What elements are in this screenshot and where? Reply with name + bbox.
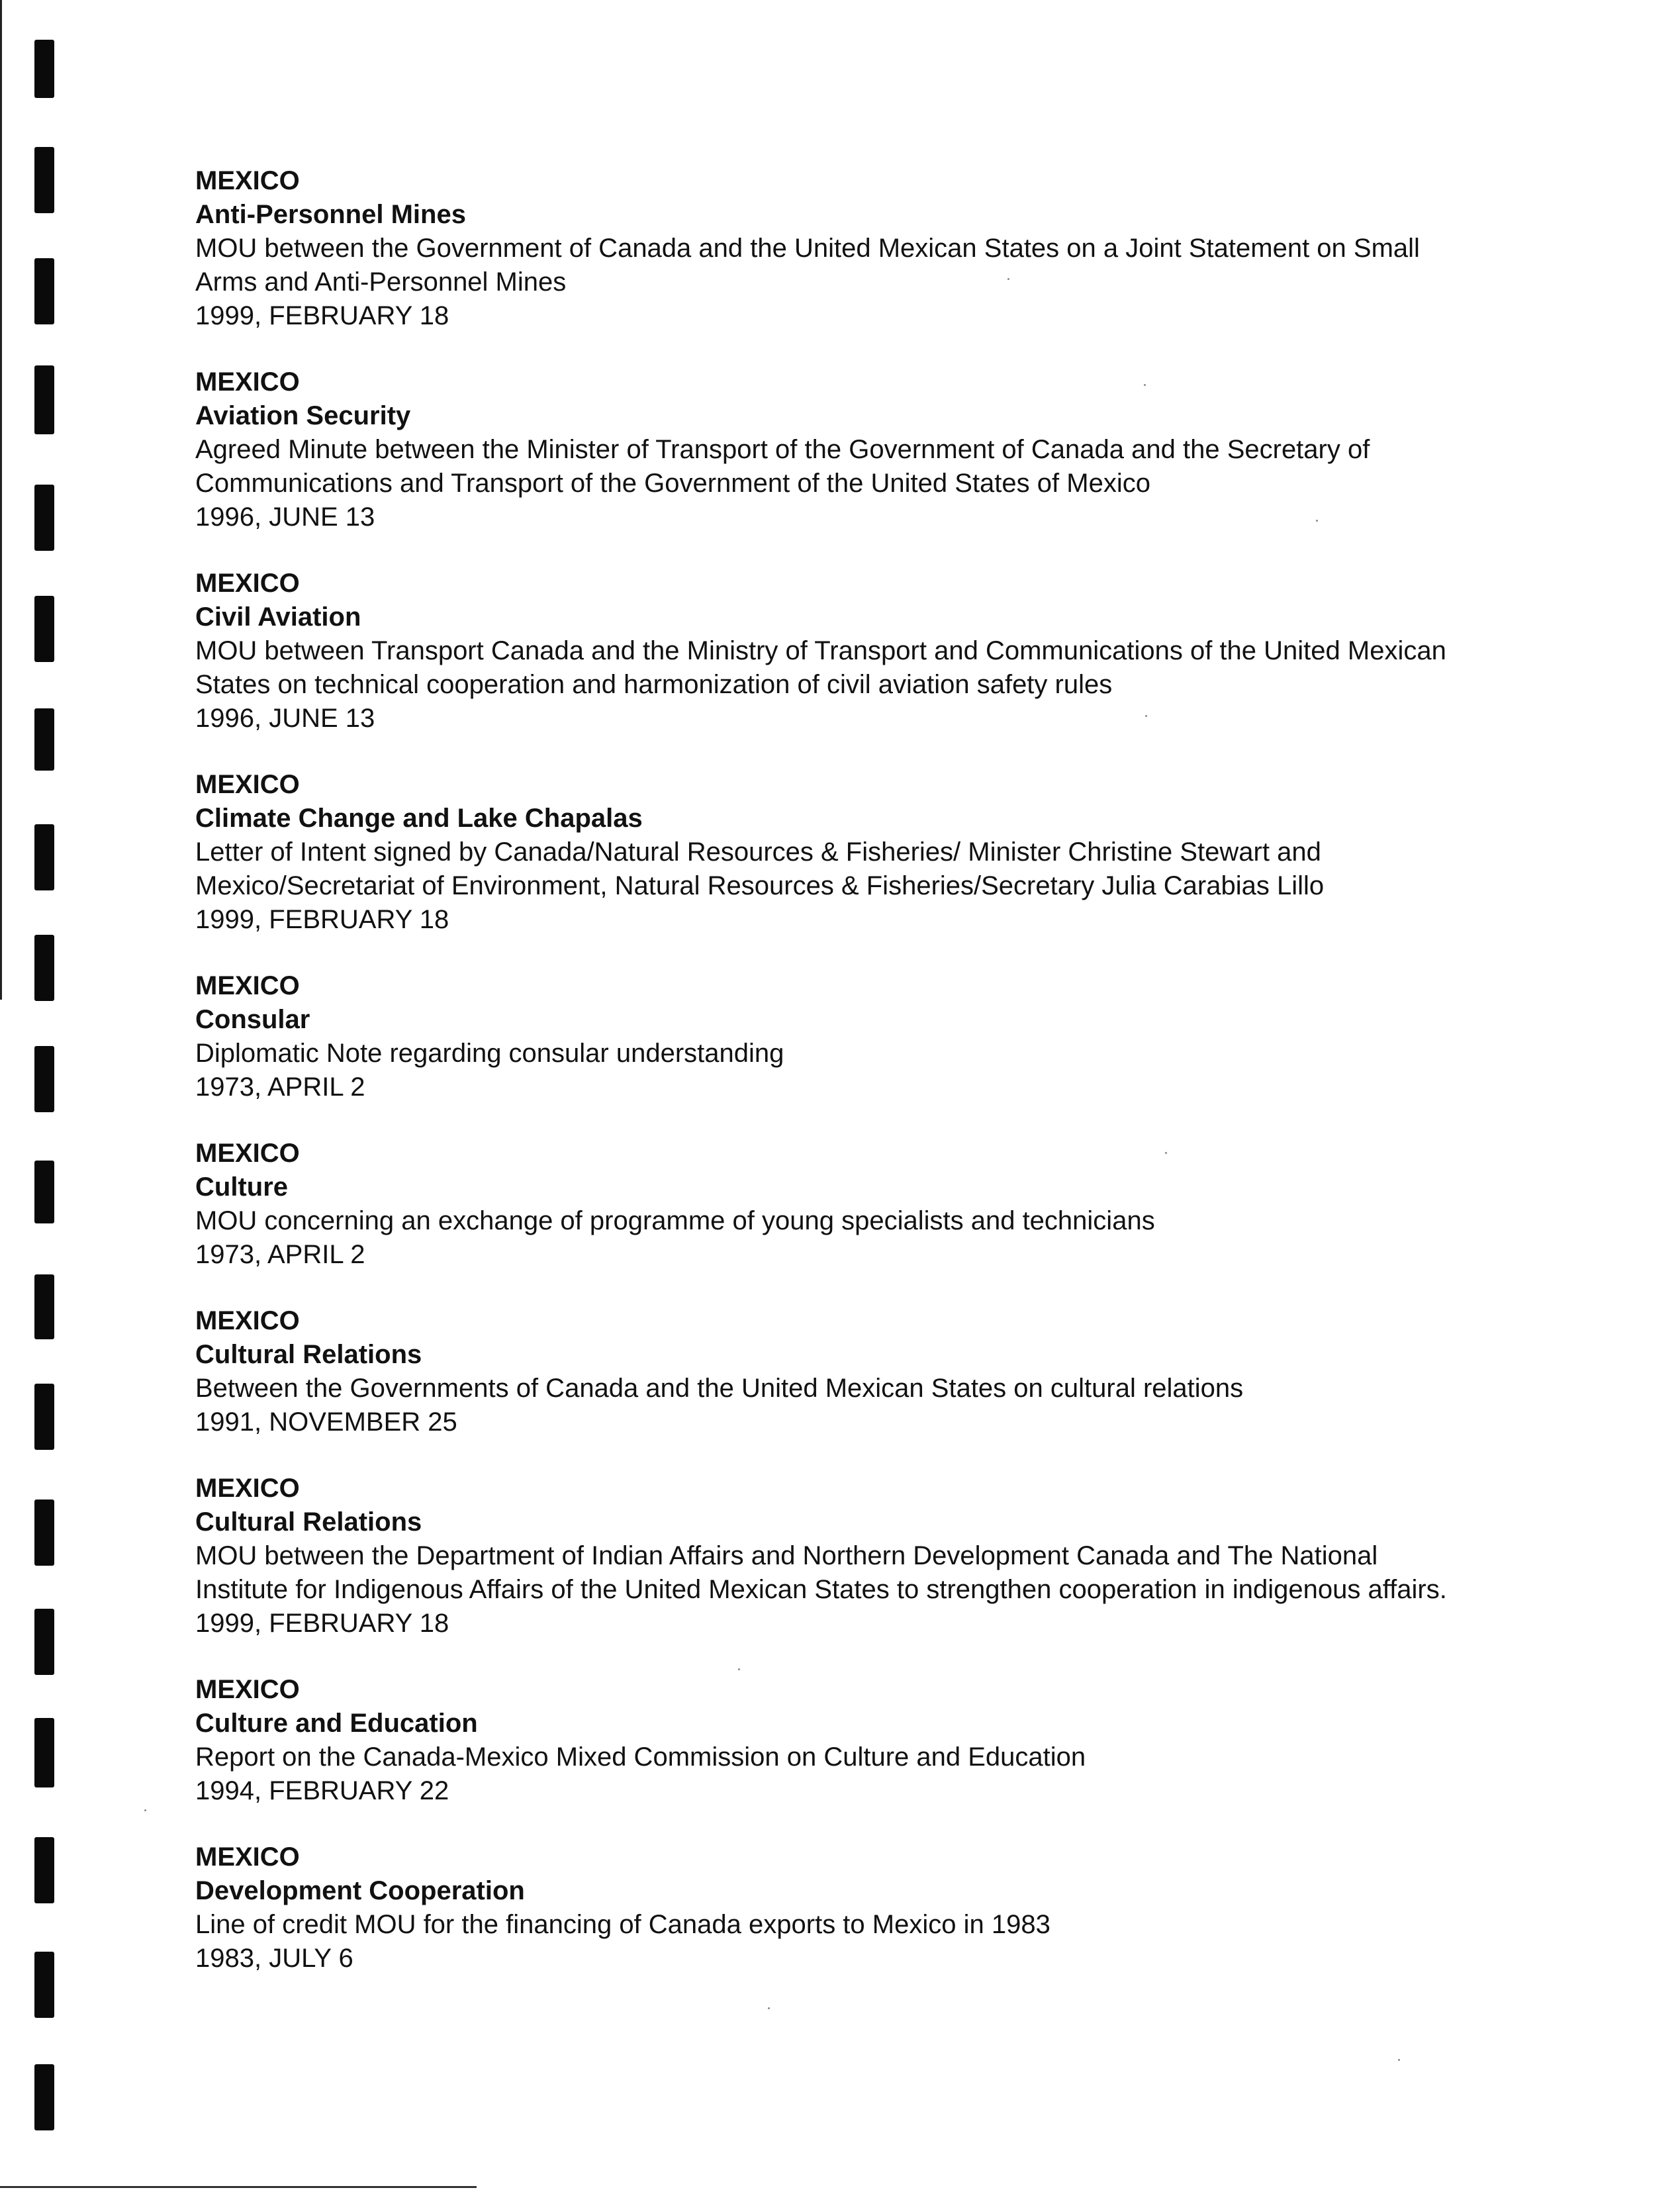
binder-mark xyxy=(34,147,54,213)
treaty-entry xyxy=(195,567,1519,736)
entry-subject: Anti-Personnel Mines xyxy=(195,200,466,229)
treaty-entry xyxy=(195,1137,1519,1272)
entry-description-line: MOU concerning an exchange of programme of young specialists and technicians xyxy=(195,1206,1155,1235)
entry-date: 1996, JUNE 13 xyxy=(195,502,375,532)
entry-subject: Climate Change and Lake Chapalas xyxy=(195,804,643,833)
binder-mark xyxy=(34,485,54,551)
entry-subject: Civil Aviation xyxy=(195,602,361,632)
binder-mark xyxy=(34,2064,54,2130)
treaty-entry xyxy=(195,969,1519,1104)
entry-description-line: Mexico/Secretariat of Environment, Natural Resources & Fisheries/Secretary Julia Carabias Lillo xyxy=(195,871,1325,900)
entry-country: MEXICO xyxy=(195,367,300,397)
treaty-entry xyxy=(195,164,1519,333)
treaty-entry-list xyxy=(195,164,1519,2008)
entry-country: MEXICO xyxy=(195,1842,300,1872)
entry-description-line: Diplomatic Note regarding consular understanding xyxy=(195,1039,784,1068)
binder-mark xyxy=(34,1274,54,1339)
binder-mark xyxy=(34,1500,54,1566)
entry-country: MEXICO xyxy=(195,770,300,799)
entry-country: MEXICO xyxy=(195,1474,300,1503)
binder-mark xyxy=(34,1046,54,1112)
entry-date: 1999, FEBRUARY 18 xyxy=(195,905,449,934)
entry-country: MEXICO xyxy=(195,971,300,1000)
entry-country: MEXICO xyxy=(195,1139,300,1168)
entry-description-line: States on technical cooperation and harmonization of civil aviation safety rules xyxy=(195,670,1113,699)
entry-description-line: Communications and Transport of the Government of the United States of Mexico xyxy=(195,469,1150,498)
treaty-entry xyxy=(195,1472,1519,1641)
entry-description-line: Agreed Minute between the Minister of Transport of the Government of Canada and the Secretary of xyxy=(195,435,1370,464)
entry-description-line: MOU between the Department of Indian Affairs and Northern Development Canada and The National xyxy=(195,1541,1378,1570)
binder-mark xyxy=(34,596,54,662)
entry-description-line: Between the Governments of Canada and the United Mexican States on cultural relations xyxy=(195,1374,1244,1403)
treaty-entry xyxy=(195,1304,1519,1439)
treaty-entry xyxy=(195,365,1519,534)
entry-date: 1996, JUNE 13 xyxy=(195,704,375,733)
entry-subject: Consular xyxy=(195,1005,310,1034)
binder-mark xyxy=(34,365,54,434)
binder-mark xyxy=(34,258,54,324)
entry-date: 1991, NOVEMBER 25 xyxy=(195,1407,457,1437)
treaty-entry xyxy=(195,1673,1519,1808)
entry-description-line: Letter of Intent signed by Canada/Natural Resources & Fisheries/ Minister Christine Stewart and xyxy=(195,837,1321,867)
binder-mark xyxy=(34,1609,54,1675)
entry-country: MEXICO xyxy=(195,166,300,195)
binder-hole-marks xyxy=(0,0,79,2190)
entry-subject: Aviation Security xyxy=(195,401,411,430)
entry-description-line: MOU between Transport Canada and the Ministry of Transport and Communications of the United Mexican xyxy=(195,636,1446,665)
entry-description-line: Line of credit MOU for the financing of Canada exports to Mexico in 1983 xyxy=(195,1910,1050,1939)
binder-mark xyxy=(34,824,54,890)
treaty-entry xyxy=(195,768,1519,937)
entry-country: MEXICO xyxy=(195,1675,300,1704)
entry-description-line: Institute for Indigenous Affairs of the United Mexican States to strengthen cooperation in indigenous affairs. xyxy=(195,1575,1447,1604)
entry-country: MEXICO xyxy=(195,1306,300,1335)
entry-date: 1973, APRIL 2 xyxy=(195,1240,365,1269)
entry-date: 1983, JULY 6 xyxy=(195,1944,353,1973)
entry-subject: Cultural Relations xyxy=(195,1340,422,1369)
binder-mark xyxy=(34,708,54,771)
entry-description-line: MOU between the Government of Canada and the United Mexican States on a Joint Statement on Small xyxy=(195,234,1420,263)
entry-date: 1999, FEBRUARY 18 xyxy=(195,301,449,330)
entry-subject: Culture and Education xyxy=(195,1709,478,1738)
entry-subject: Cultural Relations xyxy=(195,1507,422,1537)
binder-mark xyxy=(34,1952,54,2018)
entry-subject: Development Cooperation xyxy=(195,1876,525,1905)
scan-speck xyxy=(1398,2059,1400,2061)
binder-mark xyxy=(34,1837,54,1903)
binder-mark xyxy=(34,1161,54,1223)
treaty-entry xyxy=(195,1840,1519,1976)
entry-subject: Culture xyxy=(195,1172,288,1202)
binder-mark xyxy=(34,40,54,98)
entry-date: 1999, FEBRUARY 18 xyxy=(195,1609,449,1638)
binder-mark xyxy=(34,1718,54,1787)
binder-mark xyxy=(34,935,54,1001)
entry-description-line: Report on the Canada-Mexico Mixed Commission on Culture and Education xyxy=(195,1742,1086,1772)
entry-date: 1973, APRIL 2 xyxy=(195,1072,365,1102)
binder-mark xyxy=(34,1384,54,1450)
entry-date: 1994, FEBRUARY 22 xyxy=(195,1776,449,1805)
scan-speck xyxy=(144,1809,146,1811)
entry-country: MEXICO xyxy=(195,569,300,598)
entry-description-line: Arms and Anti-Personnel Mines xyxy=(195,267,567,297)
